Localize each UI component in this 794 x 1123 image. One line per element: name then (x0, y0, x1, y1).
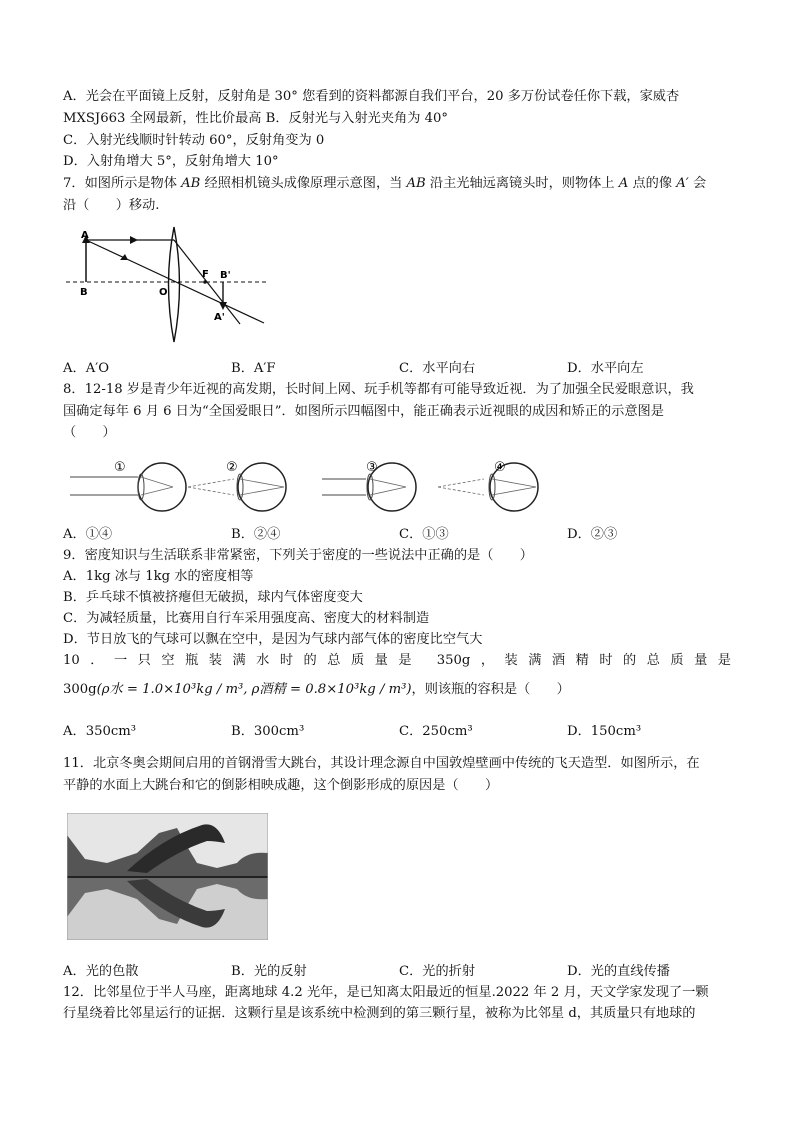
q7-option-d[interactable]: D．水平向左 (567, 361, 644, 376)
eye-diagram-1 (70, 460, 186, 511)
q8-stem-line1: 8．12-18 岁是青少年近视的高发期，长时间上网、玩手机等都有可能导致近视．为了加强全民爱眼意识，我 (63, 382, 694, 397)
q10-option-b[interactable]: B．300cm³ (231, 724, 305, 739)
q8-option-c[interactable]: C．①③ (399, 527, 449, 542)
q9-option-c[interactable]: C．为减轻质量，比赛用自行车采用强度高、密度大的材料制造 (63, 611, 430, 626)
q6-option-a-line2: MXSJ663 全网最新，性比价最高 B．反射光与入射光夹角为 40° (63, 111, 448, 126)
q8-stem-line2: 国确定每年 6 月 6 日为“全国爱眼日”．如图所示四幅图中，能正确表示近视眼的成因和矫正的示意图是 (63, 404, 664, 419)
q9-stem: 9．密度知识与生活联系非常紧密，下列关于密度的一些说法中正确的是（ ） (63, 548, 533, 563)
q9-option-b[interactable]: B．乒乓球不慎被挤瘪但无破损，球内气体密度变大 (63, 590, 363, 605)
q11-option-a[interactable]: A．光的色散 (63, 964, 139, 979)
q12-stem-line1: 12．比邻星位于半人马座，距离地球 4.2 光年，是已知离太阳最近的恒星.2022 年 2 月，天文学家发现了一颗 (63, 985, 709, 1000)
q6-option-a-line1: A．光会在平面镜上反射，反射角是 30° 您看到的资料都源自我们平台，20 多万份试卷任你下载，家威杏 (63, 89, 680, 104)
q10-option-d[interactable]: D．150cm³ (567, 724, 642, 739)
q9-option-d[interactable]: D．节日放飞的气球可以飘在空中，是因为气球内部气体的密度比空气大 (63, 632, 483, 647)
q11-stem-line2: 平静的水面上大跳台和它的倒影相映成趣，这个倒影形成的原因是（ ） (63, 778, 499, 793)
label-a-prime: A' (214, 312, 225, 323)
label-4: ④ (494, 460, 506, 475)
q11-option-c[interactable]: C．光的折射 (399, 964, 476, 979)
q7-option-b[interactable]: B．A′F (231, 361, 276, 376)
q11-option-d[interactable]: D．光的直线传播 (567, 964, 670, 979)
q6-option-c: C．入射光线顺时针转动 60°，反射角变为 0 (63, 133, 325, 148)
focus-point (203, 280, 207, 284)
eye-diagram-4 (438, 460, 538, 511)
q8-option-a[interactable]: A．①④ (63, 527, 113, 542)
camera-lens-diagram (62, 222, 272, 347)
ray-arrow-1 (130, 236, 138, 244)
q12-stem-line2: 行星绕着比邻星运行的证据．这颗行星是该系统中检测到的第三颗行星，被称为比邻星 d，其质量只有地球的 (63, 1006, 696, 1021)
q8-option-d[interactable]: D．②③ (567, 527, 618, 542)
q9-option-a[interactable]: A．1kg 冰与 1kg 水的密度相等 (63, 569, 254, 584)
q11-option-b[interactable]: B．光的反射 (231, 964, 307, 979)
label-f: F (202, 269, 209, 280)
eye-diagram-2 (188, 460, 286, 511)
q11-options (63, 962, 743, 982)
q10-option-c[interactable]: C．250cm³ (399, 724, 473, 739)
q10-stem-line2: 300g(ρ水 = 1.0×10³kg / m³, ρ酒精 = 0.8×10³kg / m³)，则该瓶的容积是（ ） (63, 682, 570, 697)
q10-options (63, 722, 743, 742)
q7-options (63, 359, 743, 379)
ski-jump-reflection-photo (67, 813, 268, 940)
q8-option-b[interactable]: B．②④ (231, 527, 281, 542)
eye-diagrams (66, 455, 546, 520)
q11-stem-line1: 11．北京冬奥会期间启用的首钢滑雪大跳台，其设计理念源自中国敦煌壁画中传统的飞天造型．如图所示，在 (63, 756, 700, 771)
label-b: B (80, 287, 88, 298)
q10-stem-line1: 10．一只空瓶装满水时的总质量是 350g，装满酒精时的总质量是 (63, 653, 731, 668)
q8-options (63, 525, 743, 545)
eye-diagram-3 (322, 460, 416, 511)
q7-stem-line1: 7．如图所示是物体 AB 经照相机镜头成像原理示意图，当 AB 沿主光轴远离镜头时，则物体上 A 点的像 A′ 会 (63, 176, 707, 191)
q7-stem-line2: 沿（ ）移动. (63, 198, 160, 213)
q7-option-a[interactable]: A．A′O (63, 361, 110, 376)
q8-stem-line3: （ ） (63, 425, 116, 440)
label-a: A (81, 230, 89, 241)
label-2: ② (226, 460, 238, 475)
q6-option-d: D．入射角增大 5°，反射角增大 10° (63, 154, 279, 169)
q7-option-c[interactable]: C．水平向右 (399, 361, 476, 376)
label-o: O (159, 287, 168, 298)
label-1: ① (114, 460, 126, 475)
label-3: ③ (366, 460, 378, 475)
q10-option-a[interactable]: A．350cm³ (63, 724, 137, 739)
label-b-prime: B' (220, 270, 231, 281)
